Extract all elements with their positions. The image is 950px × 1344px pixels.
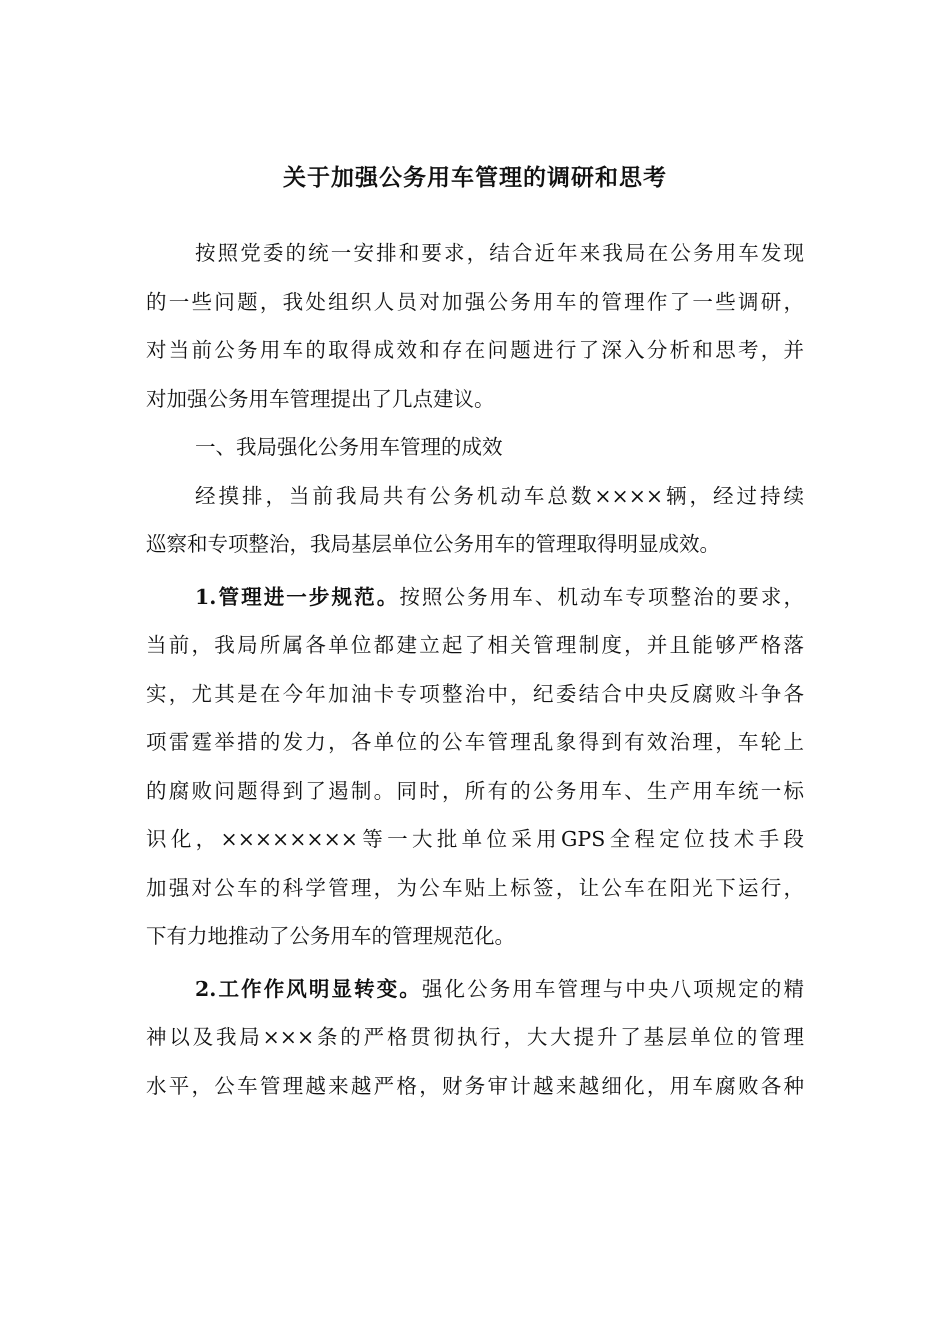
line-text: 下有力地推动了公务用车的管理规范化。 xyxy=(146,924,515,948)
line-text: 对加强公务用车管理提出了几点建议。 xyxy=(146,386,495,411)
line-text: 巡察和专项整治，我局基层单位公务用车的管理取得明显成效。 xyxy=(146,532,720,556)
paragraph-line xyxy=(146,1062,804,1111)
line-text: 神以及我局×××条的严格贯彻执行，大大提升了基层单位的管理 xyxy=(146,1025,804,1049)
line-text: 强化公务用车管理与中央八项规定的精 xyxy=(421,976,804,1001)
paragraph-line xyxy=(146,573,804,622)
line-text: 经摸排，当前我局共有公务机动车总数××××辆，经过持续 xyxy=(195,483,804,508)
document-title: 关于加强公务用车管理的调研和思考 xyxy=(283,164,667,191)
paragraph-line xyxy=(146,767,804,816)
paragraph-line xyxy=(146,670,804,719)
paragraph-line xyxy=(146,472,804,521)
line-text: 按照公务用车、机动车专项整治的要求， xyxy=(399,584,804,609)
paragraph-line xyxy=(146,375,804,424)
line-text: 项雷霆举措的发力，各单位的公车管理乱象得到有效治理，车轮上 xyxy=(146,730,804,754)
paragraph-line xyxy=(146,621,804,670)
section-heading-text: 一、我局强化公务用车管理的成效 xyxy=(195,435,503,459)
paragraph-line xyxy=(146,815,804,864)
section-heading xyxy=(146,423,804,472)
paragraph-line xyxy=(146,1013,804,1062)
line-text: 实，尤其是在今年加油卡专项整治中，纪委结合中央反腐败斗争各 xyxy=(146,681,804,706)
document-body xyxy=(146,229,804,1110)
paragraph-line xyxy=(146,278,804,327)
subsection-lead: 2.工作作风明显转变。 xyxy=(195,976,422,1001)
paragraph-line xyxy=(146,864,804,913)
line-text: 按照党委的统一安排和要求，结合近年来我局在公务用车发现 xyxy=(195,241,804,265)
paragraph-line xyxy=(146,718,804,767)
line-text: 的腐败问题得到了遏制。同时，所有的公务用车、生产用车统一标 xyxy=(146,778,804,803)
paragraph-line xyxy=(146,912,804,961)
paragraph-line xyxy=(146,965,804,1014)
line-text: 加强对公车的科学管理，为公车贴上标签，让公车在阳光下运行， xyxy=(146,875,804,900)
line-text: 对当前公务用车的取得成效和存在问题进行了深入分析和思考，并 xyxy=(146,338,804,362)
line-text: 识化，××××××××等一大批单位采用GPS全程定位技术手段 xyxy=(146,827,804,851)
paragraph-line xyxy=(146,229,804,278)
line-text: 的一些问题，我处组织人员对加强公务用车的管理作了一些调研， xyxy=(146,289,804,314)
subsection-lead: 1.管理进一步规范。 xyxy=(195,584,400,609)
paragraph-line xyxy=(146,326,804,375)
paragraph-line xyxy=(146,520,804,569)
line-text: 当前，我局所属各单位都建立起了相关管理制度，并且能够严格落 xyxy=(146,633,804,657)
line-text: 水平，公车管理越来越严格，财务审计越来越细化，用车腐败各种 xyxy=(146,1073,804,1098)
